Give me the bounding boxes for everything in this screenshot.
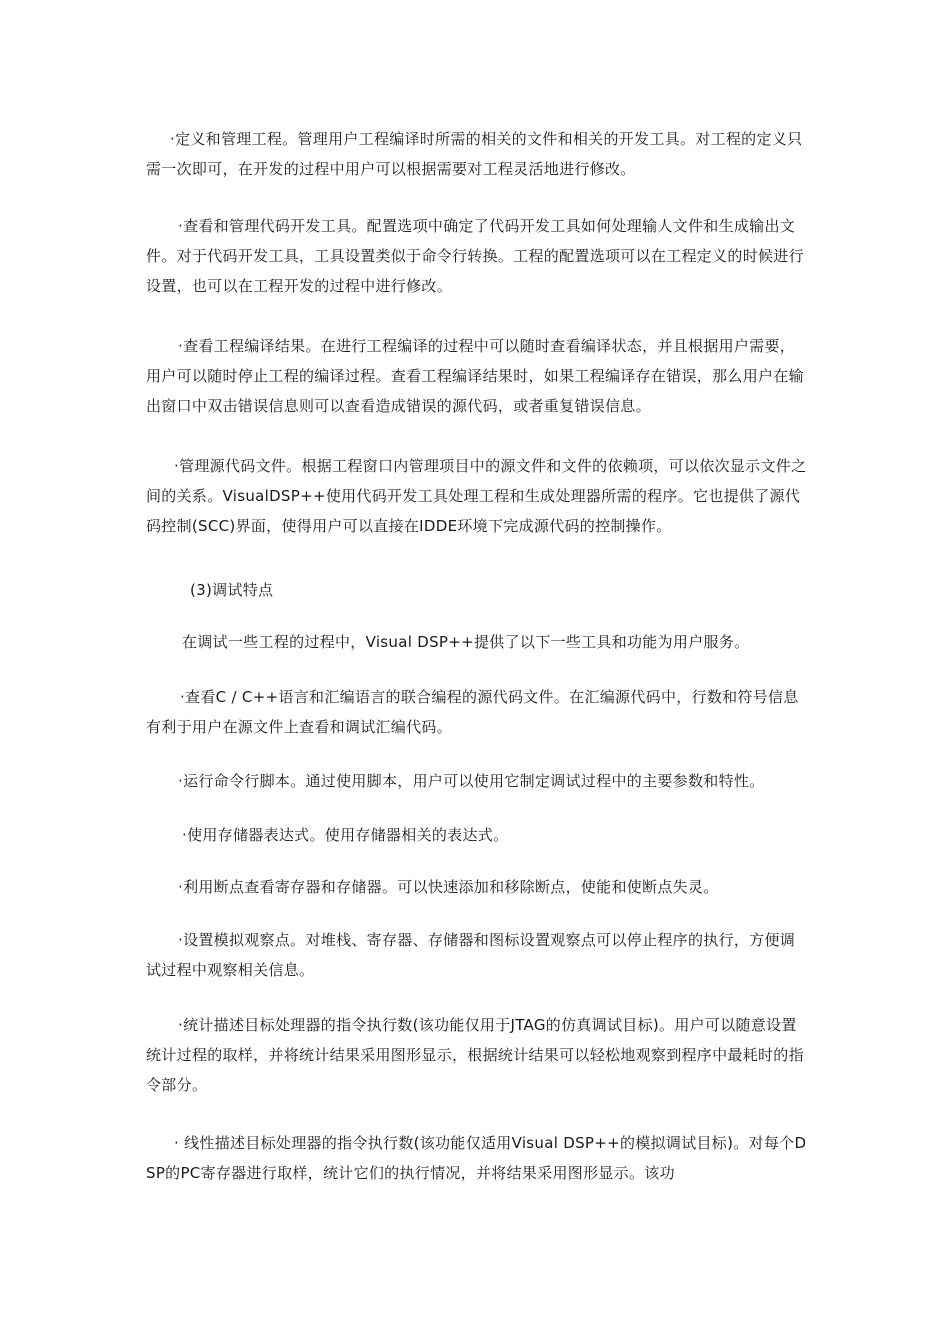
- paragraph-view-manage-dev-tools: ·查看和管理代码开发工具。配置选项中确定了代码开发工具如何处理输人文件和生成输出文件。对于代码开发工具，工具设置类似于命令行转换。工程的配置选项可以在工程定义的时候进行设置，也可以在工程开发的过程中进行修改。: [146, 217, 804, 295]
- paragraph-memory-expressions: ·使用存储器表达式。使用存储器相关的表达式。: [182, 826, 509, 844]
- paragraph-watchpoints: ·设置模拟观察点。对堆栈、寄存器、存储器和图标设置观察点可以停止程序的执行，方便调试过程中观察相关信息。: [146, 931, 796, 979]
- paragraph-define-manage-project: ·定义和管理工程。管理用户工程编译时所需的相关的文件和相关的开发工具。对工程的定义只需一次即可，在开发的过程中用户可以根据需要对工程灵活地进行修改。: [146, 130, 803, 178]
- paragraph-breakpoints: ·利用断点查看寄存器和存储器。可以快速添加和移除断点，使能和使断点失灵。: [178, 878, 719, 896]
- paragraph-statistical-profiling: ·统计描述目标处理器的指令执行数(该功能仅用于JTAG的仿真调试目标)。用户可以随意设置统计过程的取样，并将统计结果采用图形显示，根据统计结果可以轻松地观察到程序中最耗时的指令部分。: [146, 1016, 804, 1094]
- paragraph-view-build-results: ·查看工程编译结果。在进行工程编译的过程中可以随时查看编译状态，并且根据用户需要，用户可以随时停止工程的编译过程。查看工程编译结果时，如果工程编译存在错误，那么用户在输出窗口中双击错误信息则可以查看造成错误的源代码，或者重复错误信息。: [146, 337, 804, 415]
- paragraph-debug-intro: 在调试一些工程的过程中，Visual DSP++提供了以下一些工具和功能为用户服务。: [182, 633, 750, 651]
- paragraph-run-scripts: ·运行命令行脚本。通过使用脚本，用户可以使用它制定调试过程中的主要参数和特性。: [178, 772, 765, 790]
- paragraph-linear-profiling: · 线性描述目标处理器的指令执行数(该功能仅适用Visual DSP++的模拟调试目标)。对每个DSP的PC寄存器进行取样，统计它们的执行情况，并将结果采用图形显示。该功: [146, 1134, 807, 1182]
- paragraph-manage-source-files: ·管理源代码文件。根据工程窗口内管理项目中的源文件和文件的依赖项，可以依次显示文件之间的关系。VisualDSP++使用代码开发工具处理工程和生成处理器所需的程序。它也提供了源代码控制(SCC)界面，使得用户可以直接在IDDE环境下完成源代码的控制操作。: [146, 457, 807, 535]
- section-heading-debug-features: (3)调试特点: [190, 581, 274, 599]
- paragraph-view-mixed-source: ·查看C / C++语言和汇编语言的联合编程的源代码文件。在汇编源代码中，行数和符号信息有利于用户在源文件上查看和调试汇编代码。: [146, 688, 799, 736]
